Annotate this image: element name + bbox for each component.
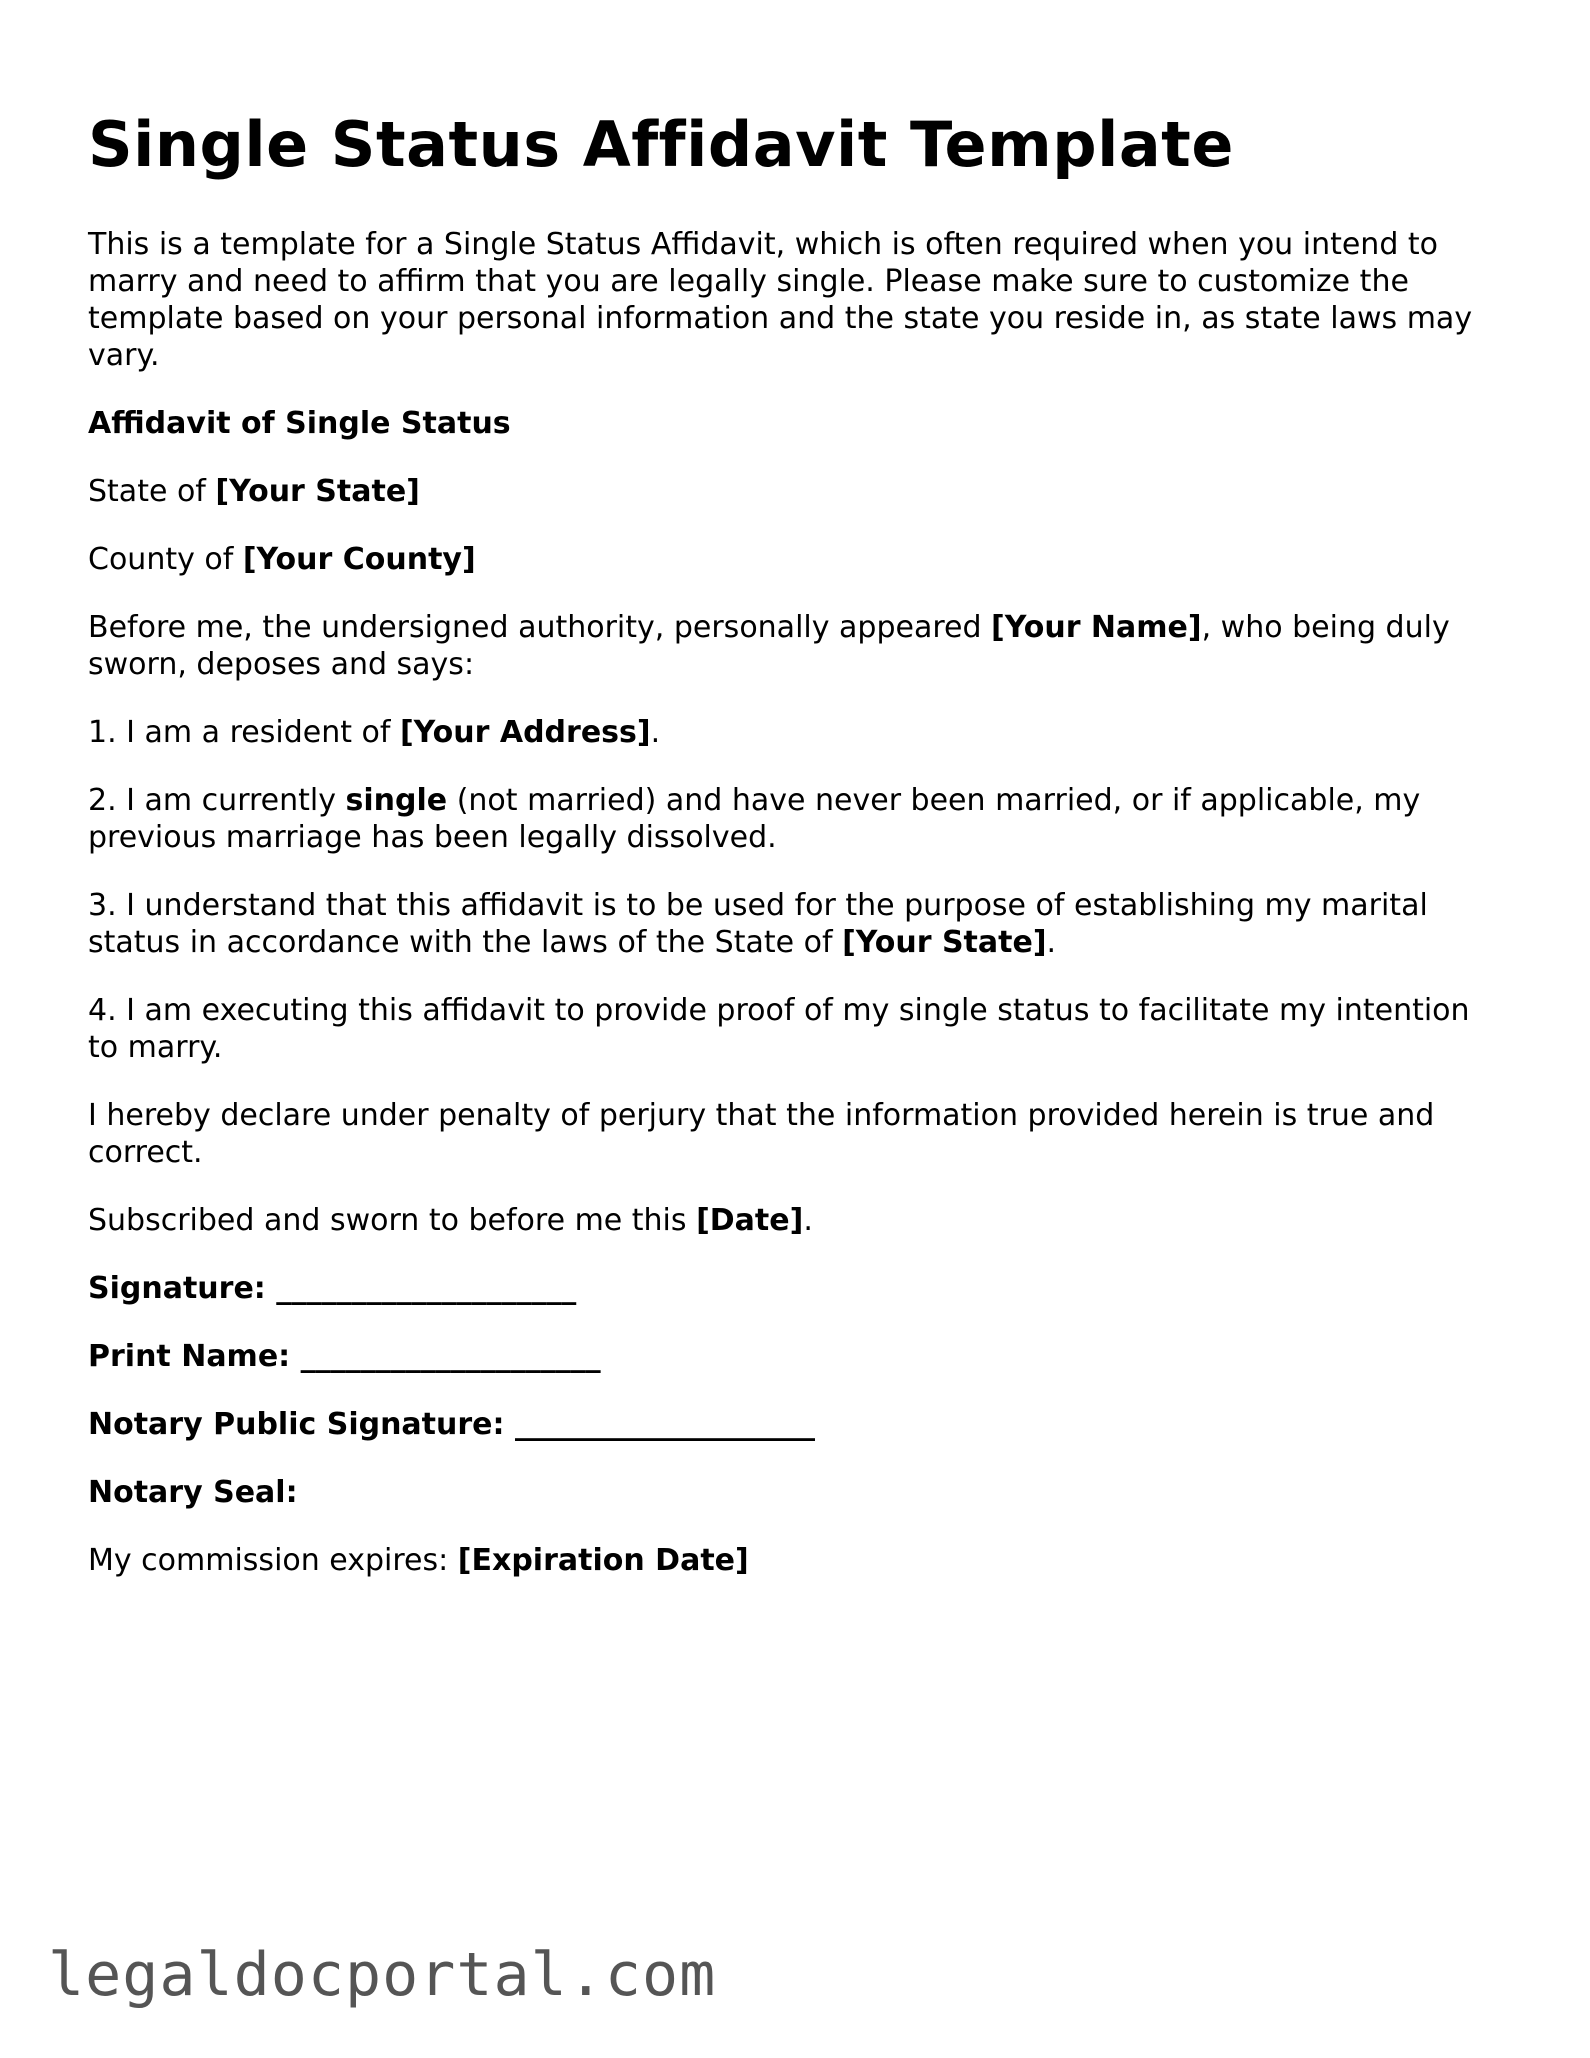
single-emphasis: single [345,783,448,819]
county-prefix: County of [88,542,243,578]
appearance-paragraph [88,609,1508,683]
date-placeholder: [Date] [696,1203,804,1239]
item-1-suffix: . [650,715,661,751]
notary-seal-line [88,1474,1508,1511]
print-name-label: Print Name: ____________________ [88,1339,601,1375]
state-placeholder-2: [Your State] [842,925,1047,961]
sworn-prefix: Subscribed and sworn to before me this [88,1203,697,1239]
county-placeholder: [Your County] [242,542,476,578]
item-1 [88,714,1508,751]
affidavit-heading [88,405,1508,442]
state-placeholder: [Your State] [215,474,420,510]
item-3-prefix: 3. I understand that this affidavit is to be used for the purpose of establishing my marital status in accordance with the laws of the State of [88,888,1428,961]
state-prefix: State of [88,474,216,510]
declaration-paragraph: I hereby declare under penalty of perjury that the information provided herein is true and correct. [88,1098,1435,1171]
state-line [88,473,1508,510]
intro-paragraph: This is a template for a Single Status Affidavit, which is often required when you intend to marry and need to affirm that you are legally single. Please make sure to customize the template based on your personal information and the state you reside in, as state laws may vary. [88,227,1473,374]
item-3-suffix: . [1046,925,1057,961]
site-watermark: legaldocportal.com [48,1940,717,2010]
item-4: 4. I am executing this affidavit to provide proof of my single status to facilitate my intention to marry. [88,993,1470,1066]
sworn-suffix: . [803,1203,813,1239]
item-2 [88,782,1508,856]
appearance-prefix: Before me, the undersigned authority, personally appeared [88,610,992,646]
county-line [88,541,1508,578]
item-1-prefix: 1. I am a resident of [88,715,400,751]
name-placeholder: [Your Name] [991,610,1202,646]
notary-signature-label: Notary Public Signature: ____________________ [88,1407,815,1443]
sworn-line [88,1202,1508,1239]
document-title: Single Status Affidavit Template [88,108,1234,181]
notary-signature-line [88,1406,1508,1443]
item-3 [88,887,1508,961]
signature-line [88,1270,1508,1307]
commission-line [88,1542,1508,1579]
commission-prefix: My commission expires: [88,1543,458,1579]
address-placeholder: [Your Address] [399,715,651,751]
affidavit-heading-text: Affidavit of Single Status [88,406,511,442]
appearance-suffix: , who being duly sworn, deposes and says: [88,610,1450,683]
document-page [88,108,1508,1610]
item-2-prefix: 2. I am currently [88,783,346,819]
signature-label: Signature: ____________________ [88,1271,577,1307]
expiration-placeholder: [Expiration Date] [457,1543,749,1579]
item-2-suffix: (not married) and have never been married, or if applicable, my previous marriage has been legally dissolved. [88,783,1421,856]
notary-seal-label: Notary Seal: [88,1475,298,1511]
print-name-line [88,1338,1508,1375]
